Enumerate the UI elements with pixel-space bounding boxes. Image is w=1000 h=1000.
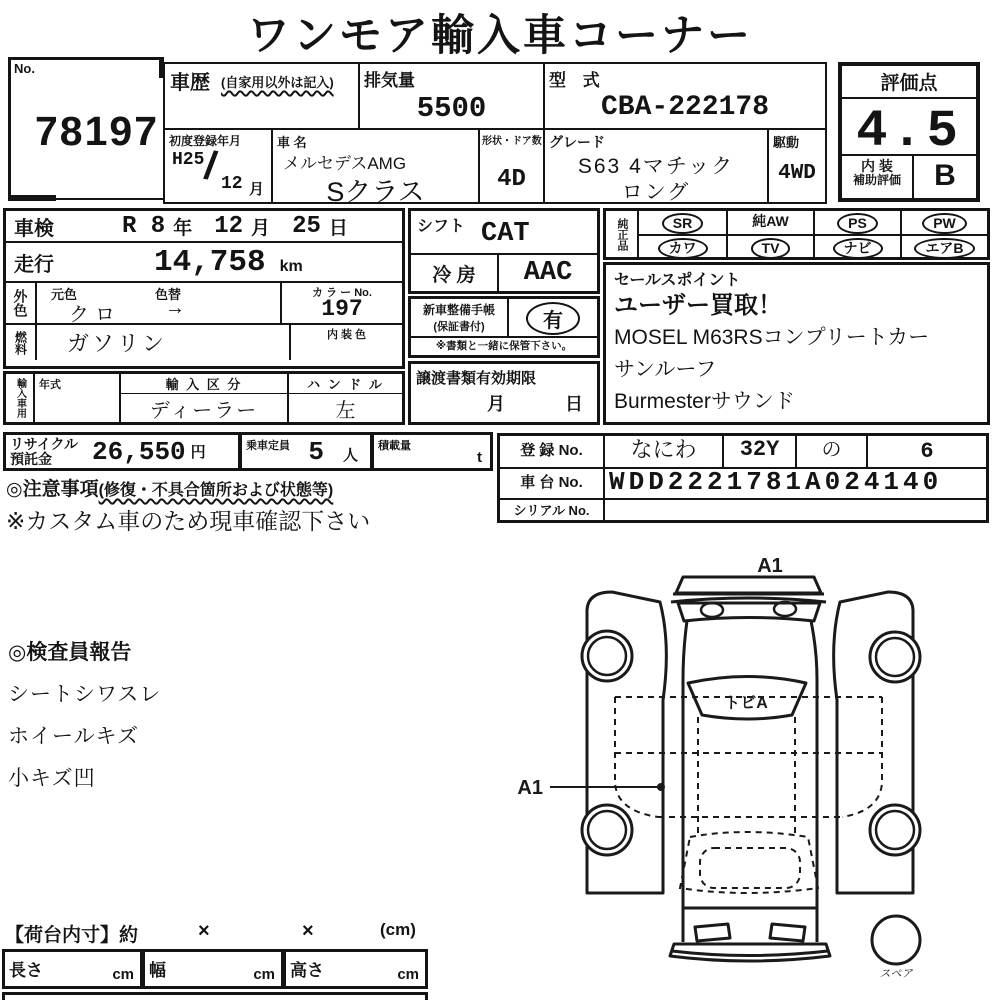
genuine-item-kawa: カワ <box>658 238 708 259</box>
damage-label-side: A1 <box>517 777 543 799</box>
cargo-times2: × <box>302 920 314 942</box>
service-book-note: ※書類と一緒に保管下さい。 <box>435 340 573 352</box>
interior-score-label1: 内 装 <box>861 158 893 174</box>
interior-color-cell <box>289 325 402 360</box>
first-registration-month: 12 <box>221 174 243 194</box>
genuine-parts-box <box>603 208 990 260</box>
aircon-label: 冷 房 <box>411 255 499 291</box>
caution-section <box>6 474 370 536</box>
first-registration-label: 初度登録年月 <box>169 134 242 148</box>
first-registration-year: H25 <box>172 150 205 170</box>
recycle-unit: 円 <box>190 444 206 461</box>
registration-table <box>497 433 989 523</box>
car-name-label: 車 名 <box>277 135 307 150</box>
spare-wheel <box>872 916 920 964</box>
registration-kana: の <box>797 436 868 467</box>
cargo-length-label: 長さ <box>9 961 43 980</box>
inspector-item: シートシワスレ <box>8 683 162 706</box>
corner-tick <box>8 195 56 201</box>
fuel-value: ガソリン <box>67 331 168 356</box>
genuine-item-tv: TV <box>751 238 791 259</box>
cargo-height-label: 高さ <box>290 961 324 980</box>
serial-row <box>500 500 986 523</box>
door-outline-dashes <box>615 697 882 893</box>
service-book-label: 新車整備手帳 <box>422 303 495 317</box>
vehicle-info-table <box>3 208 405 369</box>
shift-aircon-box <box>408 208 600 294</box>
shift-label: シフト <box>417 218 466 235</box>
import-label: 輸入車用 <box>14 378 26 418</box>
service-book-box <box>408 296 600 358</box>
registration-class: 32Y <box>724 436 797 467</box>
load-box <box>371 432 493 471</box>
grade-line1: S63 4マチック <box>577 155 735 178</box>
score-value: 4.5 <box>856 102 962 161</box>
genuine-item-aw: 純AW <box>752 213 789 229</box>
registration-area: なにわ <box>605 436 724 467</box>
damage-label-top: A1 <box>757 555 783 577</box>
caution-sub: (修復・不具合箇所および状態等) <box>98 482 334 499</box>
shaken-month-unit: 月 <box>251 217 271 239</box>
genuine-parts-label: 純正品 <box>616 217 628 251</box>
inspector-report <box>8 636 161 792</box>
import-info-table <box>3 371 405 425</box>
model-code-label: 型 式 <box>549 71 606 90</box>
color-no-value: 197 <box>321 296 363 322</box>
genuine-item-sr: SR <box>662 213 703 234</box>
doors-label: 形状・ドア数 <box>482 136 542 147</box>
shift-value: CAT <box>481 219 530 249</box>
import-division-value: ディーラー <box>149 400 259 422</box>
import-year-cell <box>35 374 121 422</box>
transfer-month-unit: 月 <box>487 394 505 414</box>
handle-value: 左 <box>335 400 356 422</box>
cargo-unit: (cm) <box>380 920 416 939</box>
cargo-length-unit: cm <box>112 966 134 983</box>
lot-number-box <box>8 57 163 200</box>
displacement-label: 排気量 <box>364 71 415 90</box>
displacement-value: 5500 <box>416 92 487 125</box>
cargo-width-label: 幅 <box>149 961 166 980</box>
capacity-unit: 人 <box>342 447 358 464</box>
car-diagram <box>440 550 1000 1000</box>
car-name-line2: Sクラス <box>326 177 425 207</box>
exterior-color-label: 外色 <box>12 289 29 317</box>
cargo-section <box>2 920 432 1000</box>
car-body-outline <box>587 577 913 961</box>
score-box <box>838 62 980 202</box>
registration-row <box>500 436 986 469</box>
shaken-label: 車検 <box>14 217 54 240</box>
grade-line2: ロング <box>621 181 691 204</box>
chassis-label: 車 台 No. <box>500 469 605 498</box>
wheels <box>582 631 920 964</box>
original-color-label: 元色 <box>51 287 78 302</box>
mileage-unit: km <box>279 258 303 275</box>
mileage-value: 14,758 <box>154 244 266 280</box>
inspector-item: ホイールキズ <box>8 725 140 748</box>
aircon-row <box>411 255 597 291</box>
original-color-value: クロ <box>69 304 121 326</box>
cargo-height-cell <box>284 949 428 989</box>
shaken-era: R 8 <box>122 212 166 240</box>
history-note: (自家用以外は記入) <box>221 75 334 90</box>
interior-score-value: B <box>934 159 956 192</box>
import-division-cell <box>121 374 289 422</box>
serial-value <box>605 500 986 523</box>
car-name-cell <box>271 128 480 207</box>
drive-value: 4WD <box>778 162 816 185</box>
registration-number: 6 <box>920 439 934 464</box>
sales-point-line4: Burmesterサウンド <box>614 390 795 413</box>
sales-point-line1: ユーザー買取！ <box>614 292 782 319</box>
page-title: ワンモア輸入車コーナー <box>247 12 753 60</box>
doors-cell <box>478 128 545 204</box>
first-registration-month-unit: 月 <box>249 181 265 198</box>
color-no-label: カ ラ ー No. <box>312 287 372 299</box>
cargo-width-unit: cm <box>253 966 275 983</box>
genuine-item-ps: PS <box>837 213 878 234</box>
sales-point-line3: サンルーフ <box>614 358 717 381</box>
cargo-table <box>2 949 432 989</box>
service-book-value: 有 <box>526 302 580 335</box>
color-change-arrow: → <box>165 297 185 319</box>
chassis-value: WDD2221781A024140 <box>609 467 943 497</box>
interior-color-label: 内 装 色 <box>326 329 367 341</box>
first-registration-slash: / <box>201 143 220 189</box>
doors-value: 4D <box>497 166 526 193</box>
shaken-year-unit: 年 <box>173 217 193 239</box>
load-label: 積載量 <box>378 440 411 452</box>
cargo-width-cell <box>143 949 284 989</box>
service-book-sub: (保証書付) <box>433 321 485 333</box>
exterior-color-row <box>6 283 402 325</box>
fuel-row <box>6 325 402 360</box>
model-code-value: CBA-222178 <box>600 92 770 123</box>
capacity-value: 5 <box>308 437 324 467</box>
fuel-value-cell <box>37 325 289 360</box>
recycle-label1: リサイクル <box>10 435 79 452</box>
import-year-label: 年式 <box>39 379 61 391</box>
shaken-row <box>6 211 402 243</box>
first-registration-cell <box>163 128 273 204</box>
chassis-row <box>500 469 986 500</box>
sales-points-label: セールスポイント <box>614 272 741 289</box>
inspector-report-label: ◎検査員報告 <box>8 641 132 664</box>
spare-label: スペア <box>879 968 913 980</box>
capacity-box <box>239 432 373 471</box>
recycle-label2: 預託金 <box>10 450 52 467</box>
genuine-item-navi: ナビ <box>833 238 883 259</box>
cargo-height-unit: cm <box>397 966 419 983</box>
cargo-next-row-stub <box>2 992 428 1000</box>
cargo-length-cell <box>2 949 143 989</box>
handle-label: ハ ン ド ル <box>289 374 402 394</box>
history-label: 車歴 <box>170 72 210 94</box>
cargo-times1: × <box>198 920 210 942</box>
transfer-day-unit: 日 <box>565 394 583 414</box>
genuine-item-pw: PW <box>922 213 967 234</box>
mileage-label: 走行 <box>14 253 54 276</box>
lot-number-label: No. <box>14 61 35 76</box>
genuine-parts-grid <box>639 211 987 257</box>
load-unit: t <box>477 449 482 466</box>
color-no-cell <box>282 283 402 323</box>
service-book-main <box>411 299 597 338</box>
drive-label: 駆動 <box>773 135 800 150</box>
sales-points-box <box>603 262 990 425</box>
color-change-label: 色替 <box>155 287 182 302</box>
shaken-month: 12 <box>214 212 244 240</box>
transfer-docs-label: 譲渡書類有効期限 <box>416 370 537 387</box>
caution-text: ※カスタム車のため現車確認下さい <box>6 508 371 534</box>
serial-label: シリアル No. <box>500 500 605 523</box>
aircon-value: AAC <box>523 258 573 288</box>
lot-number-value: 78197 <box>34 108 159 154</box>
displacement-cell <box>358 62 545 130</box>
drive-cell <box>767 128 827 204</box>
sales-point-line2: MOSEL M63RSコンプリートカー <box>614 326 930 349</box>
car-name-line1: メルセデスAMG <box>283 154 407 173</box>
caution-label: ◎注意事項 <box>6 479 99 500</box>
windshield-note: トビA <box>724 695 768 712</box>
mileage-row <box>6 243 402 283</box>
import-division-label: 輸 入 区 分 <box>121 374 287 394</box>
cargo-title: 【荷台内寸】約 <box>5 925 139 946</box>
handle-cell <box>289 374 402 422</box>
interior-score-label2: 補助評価 <box>852 173 901 188</box>
transfer-docs-box <box>408 361 600 425</box>
genuine-item-airbag: エアB <box>914 238 974 259</box>
recycle-value: 26,550 <box>92 436 186 467</box>
shaken-day: 25 <box>292 212 321 240</box>
recycle-box <box>3 432 241 471</box>
fuel-label: 燃料 <box>13 330 28 355</box>
score-label: 評価点 <box>842 66 976 99</box>
model-code-cell <box>543 62 827 130</box>
registration-label: 登 録 No. <box>500 436 605 467</box>
inspector-item: 小キズ凹 <box>8 767 96 790</box>
grade-label: グレード <box>549 134 605 150</box>
capacity-label: 乗車定員 <box>246 440 290 452</box>
exterior-color-values <box>37 283 282 326</box>
grade-cell <box>543 128 769 204</box>
history-cell <box>163 62 360 130</box>
interior-score <box>842 154 976 198</box>
shaken-day-unit: 日 <box>328 217 348 239</box>
shift-row <box>411 211 597 255</box>
